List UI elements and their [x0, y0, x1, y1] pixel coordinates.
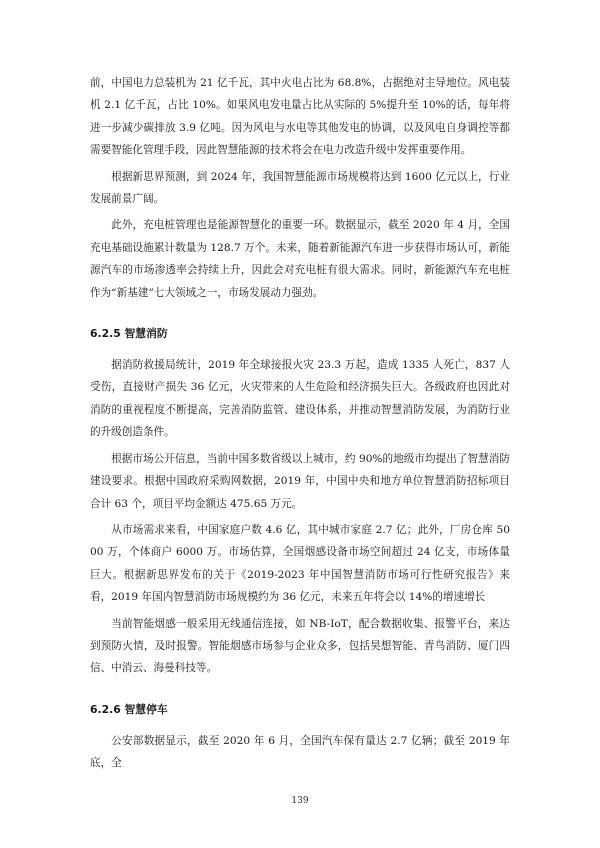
- paragraph: 当前智能烟感一般采用无线通信连接，如 NB-IoT，配合数据收集、报警平台，来达到预防火情，及时报警。智能烟感市场参与企业众多，包括昊想智能、青鸟消防、厦门四信、中消云、海曼科技等。: [90, 617, 510, 675]
- section-heading-smart-fire: 6.2.5 智慧消防: [90, 327, 168, 341]
- paragraph: 公安部数据显示，截至 2020 年 6 月，全国汽车保有量达 2.7 亿辆；截至 2019 年底，全: [90, 734, 510, 770]
- paragraph: 从市场需求来看，中国家庭户数 4.6 亿，其中城市家庭 2.7 亿；此外，厂房仓库 5000 万，个体商户 6000 万。市场估算，全国烟感设备市场空间超过 24 亿支，市场体量巨大。根据新思界发布的关于《2019-2023 年中国智慧消防市场可行性研究报告》来看，2019 年国内智慧消防市场规模约为 36 亿元，未来五年将会以 14%的增速增长: [90, 523, 510, 604]
- paragraph: 此外，充电桩管理也是能源智慧化的重要一环。数据显示，截至 2020 年 4 月，全国充电基础设施累计数量为 128.7 万个。未来，随着新能源汽车进一步获得市场认可，新能源汽车的市场渗透率会持续上升，因此会对充电桩有很大需求。同时，新能源汽车充电桩作为“新基建”七大领域之一，市场发展动力强劲。: [90, 219, 510, 299]
- page-content: [90, 72, 510, 775]
- page-number: 139: [291, 796, 309, 806]
- paragraph: 据消防救援局统计，2019 年全球接报火灾 23.3 万起，造成 1335 人死亡，837 人受伤，直接财产损失 36 亿元，火灾带来的人生危险和经济损失巨大。各级政府也因此对消防的重视程度不断提高，完善消防监管、建设体系，并推动智慧消防发展，为消防行业的升级创造条件。: [90, 359, 510, 439]
- paragraph: 根据市场公开信息，当前中国多数省级以上城市，约 90%的地级市均提出了智慧消防建设要求。根据中国政府采购网数据，2019 年，中国中央和地方单位智慧消防招标项目合计 63 个，项目平均金额达 475.65 万元。: [90, 452, 510, 510]
- paragraph: 前，中国电力总装机为 21 亿千瓦，其中火电占比为 68.8%，占据绝对主导地位。风电装机 2.1 亿千瓦，占比 10%。如果风电发电量占比从实际的 5%提升至 10%的话，每年将进一步减少碳排放 3.9 亿吨。因为风电与水电等其他发电的协调，以及风电自身调控等都需要智能化管理手段，因此智慧能源的技术将会在电力改造升级中发挥重要作用。: [90, 77, 510, 157]
- paragraph: 根据新思界预测，到 2024 年，我国智慧能源市场规模将达到 1600 亿元以上，行业发展前景广阔。: [90, 170, 510, 206]
- section-heading-smart-parking: 6.2.6 智慧停车: [90, 702, 168, 716]
